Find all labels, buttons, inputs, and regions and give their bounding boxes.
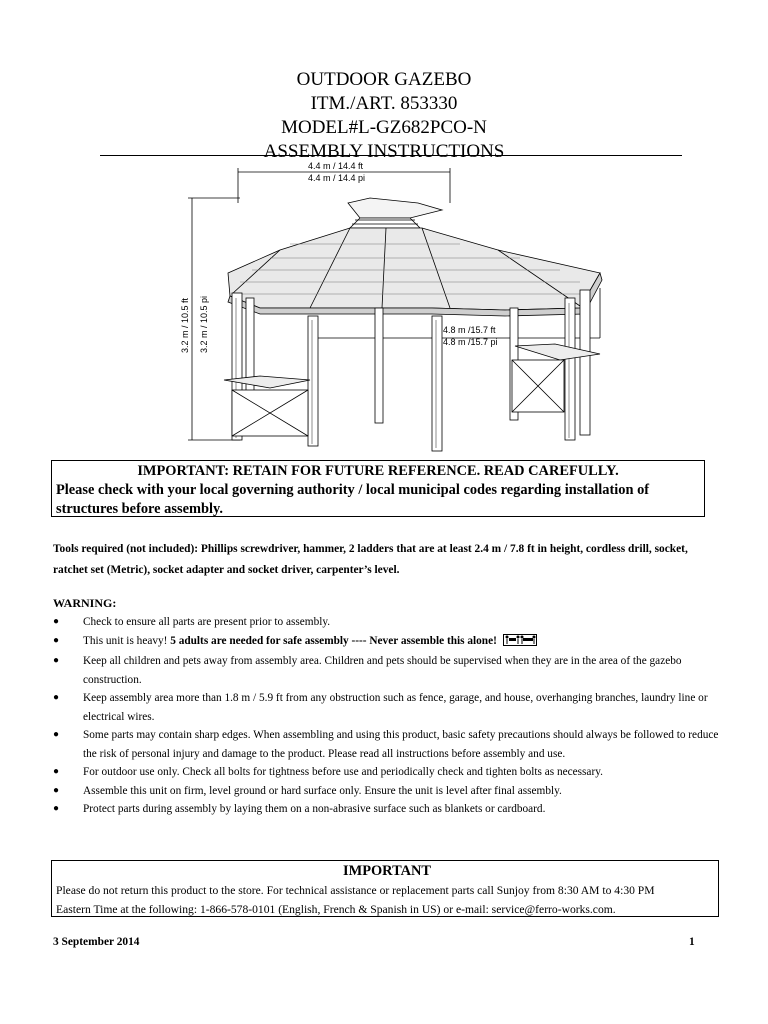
- height-label-ft: 3.2 m / 10.5 ft: [180, 297, 190, 353]
- warning-item: ● Keep assembly area more than 1.8 m / 5.9 ft from any obstruction such as fence, garage, and house, overhanging branches, laundry line or electrical wires.: [53, 689, 723, 726]
- page-number: 1: [689, 936, 695, 948]
- gazebo-illustration: [160, 158, 630, 458]
- warning-item: ● Some parts may contain sharp edges. When assembling and using this product, basic safety precautions should always be followed to reduce the risk of personal injury and damage to the product. Please read all instructions before assembly and use.: [53, 726, 723, 763]
- important-contact-title: IMPORTANT: [343, 863, 431, 879]
- tools-required: Tools required (not included): Phillips screwdriver, hammer, 2 ladders that are at least 2.4 m / 7.8 ft in height, cordless drill, socket, ratchet set (Metric), socket adapter and socket driver, carpenter’s level.: [53, 543, 688, 576]
- contact-line-2: Eastern Time at the following: 1-866-578-0101 (English, French & Spanish in US) or e-mail: service@ferro-works.com.: [56, 903, 616, 916]
- cupola: [348, 198, 442, 228]
- important-contact-box: [51, 860, 719, 917]
- title-line-3: MODEL#L-GZ682PCO-N: [281, 117, 487, 138]
- warning-item: ● Protect parts during assembly by laying them on a non-abrasive surface such as blankets or cardboard.: [53, 800, 723, 819]
- important-retain-title: IMPORTANT: RETAIN FOR FUTURE REFERENCE. READ CAREFULLY.: [137, 463, 619, 479]
- bullet-icon: ●: [53, 784, 60, 796]
- warning-item: ● Assemble this unit on firm, level ground or hard surface only. Ensure the unit is level after final assembly.: [53, 782, 723, 801]
- bullet-icon: ●: [53, 616, 60, 627]
- gazebo-diagram: [160, 158, 630, 458]
- roof: [228, 228, 602, 316]
- bullet-icon: ●: [53, 634, 60, 646]
- warning-item: ● Keep all children and pets away from assembly area. Children and pets should be supervised when they are in the area of the gazebo construction.: [53, 652, 723, 689]
- footer-date: 3 September 2014: [53, 936, 140, 948]
- bullet-icon: ●: [53, 692, 60, 703]
- height-label-pi: 3.2 m / 10.5 pi: [199, 295, 209, 353]
- contact-line-1: Please do not return this product to the store. For technical assistance or replacement parts call Sunjoy from 8:30 AM to 4:30 PM: [56, 884, 655, 897]
- title-line-2: ITM./ART. 853330: [310, 93, 458, 114]
- bullet-icon: ●: [53, 655, 60, 666]
- warning-item: ● Check to ensure all parts are present prior to assembly.: [53, 613, 723, 632]
- important-retain-body: Please check with your local governing authority / local municipal codes regarding installation of structures before assembly.: [56, 482, 650, 517]
- important-retain-box: [51, 460, 705, 517]
- title-line-1: OUTDOOR GAZEBO: [296, 69, 472, 90]
- width-label-ft: 4.4 m / 14.4 ft: [308, 161, 364, 171]
- team-lift-icon: [503, 634, 537, 653]
- depth-label-ft: 4.8 m /15.7 ft: [443, 325, 496, 335]
- warning-list: [53, 613, 723, 819]
- bullet-icon: ●: [53, 803, 60, 814]
- depth-label-pi: 4.8 m /15.7 pi: [443, 337, 498, 347]
- warning-title: WARNING:: [53, 596, 117, 610]
- width-label-pi: 4.4 m / 14.4 pi: [308, 173, 366, 183]
- bullet-icon: ●: [53, 766, 60, 777]
- warning-item: ● This unit is heavy! 5 adults are needed for safe assembly ---- Never assemble this alone!: [53, 632, 723, 653]
- document-title: [0, 68, 768, 164]
- bullet-icon: ●: [53, 729, 60, 740]
- title-line-4: ASSEMBLY INSTRUCTIONS: [263, 141, 505, 162]
- warning-item: ● For outdoor use only. Check all bolts for tightness before use and periodically check and tighten bolts as necessary.: [53, 763, 723, 782]
- bar-counters: [224, 344, 600, 436]
- title-divider: [100, 155, 682, 156]
